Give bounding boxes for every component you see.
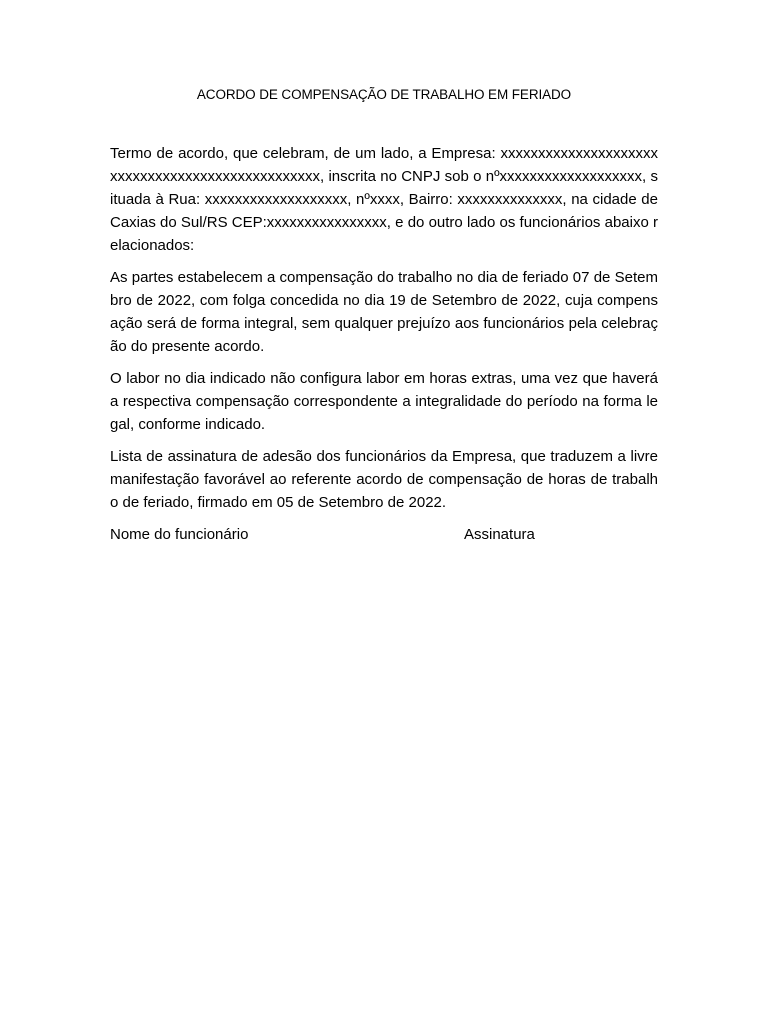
document-body — [110, 142, 658, 546]
paragraph-signature-list: Lista de assinatura de adesão dos funcionários da Empresa, que traduzem a livre manifestação favorável ao referente acordo de compensação de horas de trabalho de feriado, firmado em 05 de Setembro de 2022. — [110, 448, 658, 511]
document-title: ACORDO DE COMPENSAÇÃO DE TRABALHO EM FERIADO — [196, 87, 572, 102]
employee-name-label: Nome do funcionário — [110, 526, 249, 543]
document-page — [110, 0, 658, 1024]
signature-label: Assinatura — [464, 526, 535, 543]
paragraph-compensation: As partes estabelecem a compensação do trabalho no dia de feriado 07 de Setembro de 2022, com folga concedida no dia 19 de Setembro de 2022, cuja compensação será de forma integral, sem qualquer prejuízo aos funcionários pela celebração do presente acordo. — [110, 269, 658, 355]
paragraph-agreement-terms: Termo de acordo, que celebram, de um lado, a Empresa: xxxxxxxxxxxxxxxxxxxxxxxxxxxxxxxxxxxxxxxxxxxxxxxxx, inscrita no CNPJ sob o nºxxxxxxxxxxxxxxxxxxx, situada à Rua: xxxxxxxxxxxxxxxxxxx, nºxxxx, Bairro: xxxxxxxxxxxxxx, na cidade de Caxias do Sul/RS CEP:xxxxxxxxxxxxxxxx, e do outro lado os funcionários abaixo relacionados: — [110, 145, 658, 254]
paragraph-labor: O labor no dia indicado não configura labor em horas extras, uma vez que haverá a respectiva compensação correspondente a integralidade do período na forma legal, conforme indicado. — [110, 370, 658, 433]
signature-header-row — [110, 523, 658, 546]
